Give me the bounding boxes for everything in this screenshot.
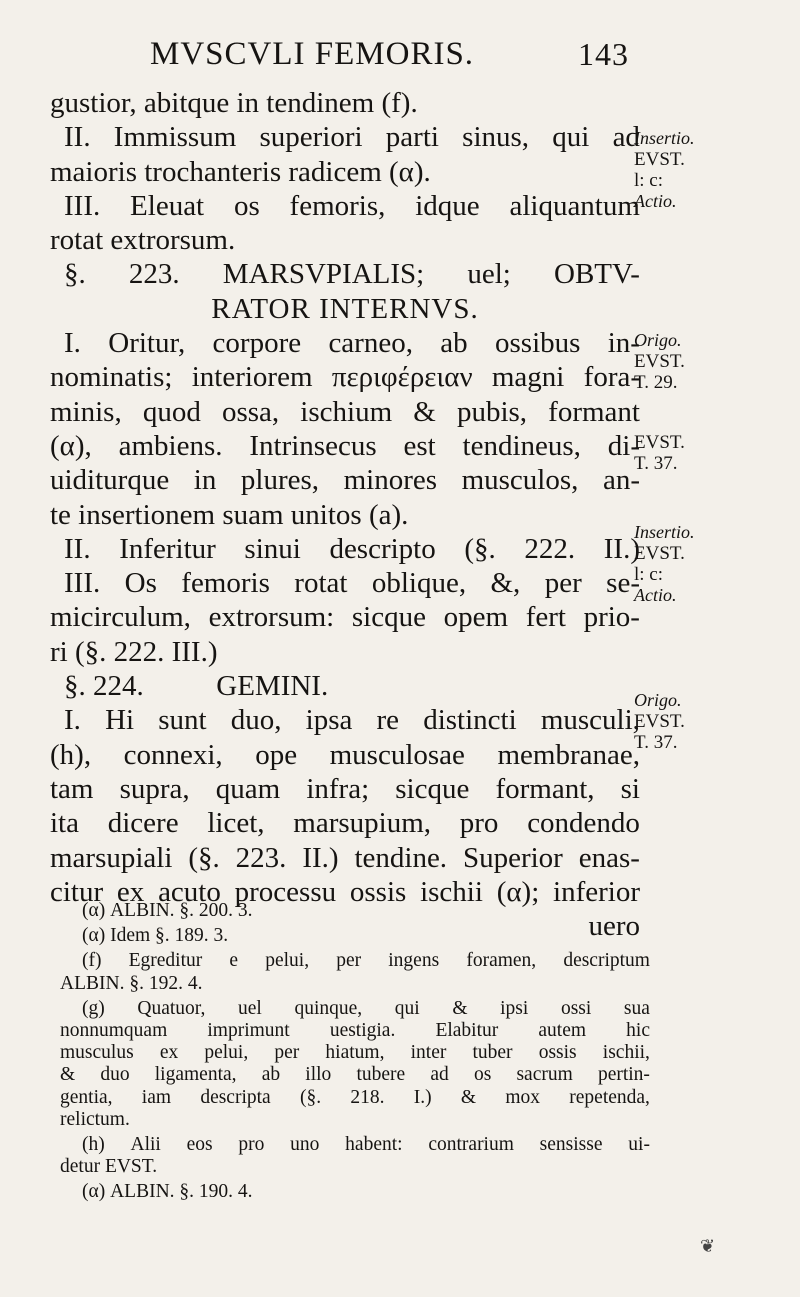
- line-text: (α) Idem §. 189. 3.: [82, 925, 229, 947]
- word: (h): [82, 1133, 105, 1155]
- word: tendineus,: [462, 429, 581, 462]
- word: Hi: [105, 704, 135, 737]
- word: (§.: [188, 841, 220, 874]
- word: Alii: [130, 1133, 161, 1155]
- word: musculos,: [461, 464, 579, 497]
- word: mox: [505, 1086, 540, 1108]
- main-text: [50, 86, 640, 943]
- word: inter: [410, 1042, 447, 1064]
- word: Os: [124, 567, 157, 600]
- word: II.: [64, 532, 91, 565]
- word: II.): [603, 532, 640, 565]
- word: citur: [50, 875, 104, 908]
- word: III.: [64, 189, 101, 222]
- word: (α),: [50, 429, 92, 462]
- word: ab: [261, 1064, 281, 1086]
- word: processu: [234, 875, 337, 908]
- word: (g): [82, 997, 105, 1019]
- line-text: (α) ALBIN. §. 190. 4.: [82, 1181, 253, 1203]
- word: &: [413, 395, 436, 428]
- word: MARSVPIALIS;: [222, 258, 425, 291]
- word: sinus,: [462, 121, 530, 154]
- text-line: [50, 463, 640, 497]
- word: Eleuat: [130, 189, 205, 222]
- word: oblique,: [371, 567, 467, 600]
- margin-note: [634, 128, 794, 212]
- word: ingens: [388, 950, 440, 972]
- word: uel;: [467, 258, 511, 291]
- word: I.: [64, 704, 81, 737]
- word: 222.: [524, 532, 576, 565]
- margin-note-line: Origo.: [634, 330, 682, 350]
- word: pro: [238, 1133, 265, 1155]
- word: §.: [64, 258, 86, 291]
- word: os: [233, 189, 260, 222]
- word: formant: [548, 395, 640, 428]
- line-text: te insertionem suam unitos (a).: [50, 498, 409, 531]
- word: connexi,: [123, 738, 223, 771]
- line-text: maioris trochanteris radicem (α).: [50, 155, 431, 188]
- word: imprimunt: [207, 1019, 290, 1041]
- word: sua: [623, 997, 650, 1019]
- text-line: [50, 600, 640, 634]
- word: OBTV-: [554, 258, 640, 291]
- text-line: [50, 189, 640, 223]
- word: ui-: [628, 1133, 650, 1155]
- word: est: [403, 429, 436, 462]
- word: Intrinsecus: [249, 429, 377, 462]
- text-line: [50, 532, 640, 566]
- word: tubere: [356, 1064, 406, 1086]
- margin-note-line: Actio.: [634, 585, 677, 605]
- footnote-line: [60, 1042, 650, 1064]
- word: eos: [186, 1133, 213, 1155]
- text-line: [50, 360, 640, 394]
- line-text: uero: [588, 910, 640, 943]
- word: Elabitur: [435, 1019, 499, 1041]
- word: formant,: [495, 772, 595, 805]
- word: repetenda,: [569, 1086, 650, 1108]
- word: (h),: [50, 738, 92, 771]
- word: sicque: [395, 772, 470, 805]
- word: uestigia.: [329, 1019, 396, 1041]
- word: ischium: [300, 395, 393, 428]
- word: membranae,: [497, 738, 640, 771]
- word: (f): [82, 950, 102, 972]
- word: minores: [343, 464, 438, 497]
- word: magni: [491, 361, 565, 394]
- margin-note-line: Origo.: [634, 690, 682, 710]
- word: e: [229, 950, 239, 972]
- word: os: [473, 1064, 492, 1086]
- text-line: [50, 395, 640, 429]
- word: ischii: [420, 875, 483, 908]
- footnote-line: [60, 998, 650, 1020]
- word: ossa,: [221, 395, 280, 428]
- text-line: [50, 703, 640, 737]
- word: ita: [50, 807, 79, 840]
- margin-note-line: EVST.: [634, 149, 685, 170]
- text-line: [50, 326, 640, 360]
- word: Immissum: [113, 121, 237, 154]
- header-title: MVSCVLI FEMORIS.: [150, 36, 475, 72]
- text-line: [50, 257, 640, 291]
- word: corpore: [212, 327, 302, 360]
- word: quinque,: [294, 997, 363, 1019]
- word: &,: [490, 567, 521, 600]
- word: per: [274, 1042, 300, 1064]
- word: distincti: [423, 704, 517, 737]
- word: foramen,: [466, 950, 537, 972]
- word: ad: [612, 121, 640, 154]
- word: (§.: [464, 532, 496, 565]
- line-text: relictum.: [60, 1108, 130, 1130]
- word: descriptum: [563, 950, 650, 972]
- word: musculosae: [329, 738, 465, 771]
- word: autem: [538, 1019, 587, 1041]
- margin-note-line: T. 29.: [634, 372, 678, 393]
- word: Egreditur: [128, 950, 203, 972]
- word: 218.: [350, 1086, 385, 1108]
- word: sinui: [244, 532, 301, 565]
- word: ad: [430, 1064, 449, 1086]
- footnote-line: [60, 1109, 650, 1131]
- word: extrorsum:: [208, 601, 335, 634]
- word: qui: [552, 121, 590, 154]
- word: femoris: [181, 567, 270, 600]
- word: duo,: [230, 704, 282, 737]
- word: ipsi: [500, 997, 529, 1019]
- margin-note-line: EVST.: [634, 543, 685, 564]
- footnote-line: [60, 925, 650, 947]
- word: ex: [116, 875, 145, 908]
- word: condendo: [527, 807, 640, 840]
- line-text: ALBIN. §. 192. 4.: [60, 972, 203, 994]
- word: &: [452, 997, 468, 1019]
- word: hiatum,: [325, 1042, 385, 1064]
- line-text: detur EVST.: [60, 1156, 158, 1178]
- word: dicere: [107, 807, 179, 840]
- word: descripta: [200, 1086, 271, 1108]
- word: nominatis;: [50, 361, 173, 394]
- word: gentia,: [60, 1086, 113, 1108]
- word: tendine.: [354, 841, 448, 874]
- line-text: (α) ALBIN. §. 200. 3.: [82, 900, 253, 921]
- page-number: 143: [578, 36, 629, 72]
- word: 223.: [128, 258, 180, 291]
- word: per: [336, 950, 362, 972]
- word: contrarium: [428, 1133, 514, 1155]
- margin-note-line: Actio.: [634, 191, 677, 211]
- margin-note-line: EVST.: [634, 432, 685, 453]
- text-line: [50, 292, 640, 326]
- margin-note-line: l: c:: [634, 564, 664, 585]
- word: περιφέρειαν: [331, 361, 473, 394]
- word: I.: [64, 327, 81, 360]
- text-line: [50, 772, 640, 806]
- word: I.): [413, 1086, 432, 1108]
- margin-note-line: Insertio.: [634, 128, 695, 148]
- word: in: [193, 464, 217, 497]
- word: qui: [394, 997, 420, 1019]
- word: enas-: [578, 841, 640, 874]
- margin-note-line: EVST.: [634, 711, 685, 732]
- margin-note-line: l: c:: [634, 170, 664, 191]
- word: Oritur,: [108, 327, 186, 360]
- word: ambiens.: [118, 429, 223, 462]
- word: sunt: [158, 704, 207, 737]
- margin-note: [634, 432, 794, 474]
- word: Inferitur: [119, 532, 216, 565]
- word: illo: [305, 1064, 332, 1086]
- footnote-line: [60, 1134, 650, 1156]
- word: II.: [64, 121, 91, 154]
- text-line: [50, 86, 640, 120]
- text-line: [50, 120, 640, 154]
- text-line: [50, 841, 640, 875]
- word: hic: [626, 1019, 650, 1041]
- word: tam: [50, 772, 94, 805]
- word: si: [620, 772, 640, 805]
- text-line: [50, 566, 640, 600]
- footnote-line: [60, 950, 650, 972]
- word: descripto: [329, 532, 436, 565]
- word: uno: [290, 1133, 320, 1155]
- word: uiditurque: [50, 464, 170, 497]
- footnotes: [60, 900, 650, 1203]
- word: (§.: [299, 1086, 322, 1108]
- word: ex: [159, 1042, 179, 1064]
- margin-note: [634, 690, 794, 753]
- word: marsupiali: [50, 841, 173, 874]
- word: ossi: [560, 997, 592, 1019]
- word: fora-: [583, 361, 640, 394]
- word: duo: [100, 1064, 130, 1086]
- word: plures,: [240, 464, 320, 497]
- margin-note: [634, 330, 794, 393]
- footnote-line: [60, 900, 650, 922]
- word: pro: [459, 807, 499, 840]
- word: interiorem: [191, 361, 313, 394]
- word: superiori: [259, 121, 363, 154]
- word: 223.: [235, 841, 287, 874]
- word: pelui,: [265, 950, 310, 972]
- word: an-: [602, 464, 640, 497]
- word: pubis,: [456, 395, 528, 428]
- word: marsupium,: [293, 807, 432, 840]
- line-text: RATOR INTERNVS.: [211, 292, 479, 325]
- margin-note-line: Insertio.: [634, 522, 695, 542]
- word: ipsa: [305, 704, 353, 737]
- word: quod: [142, 395, 201, 428]
- footnote-line: [60, 1156, 650, 1178]
- word: in-: [607, 327, 640, 360]
- word: ischii,: [602, 1042, 650, 1064]
- text-line: [50, 498, 640, 532]
- margin-note: [634, 522, 794, 606]
- word: carneo,: [328, 327, 413, 360]
- word: musculus: [60, 1042, 134, 1064]
- footnote-line: [60, 1181, 650, 1203]
- word: ope: [255, 738, 298, 771]
- word: ossis: [349, 875, 407, 908]
- word: idque: [415, 189, 480, 222]
- word: &: [460, 1086, 477, 1108]
- word: habent:: [345, 1133, 403, 1155]
- word: minis,: [50, 395, 122, 428]
- footnote-line: [60, 1087, 650, 1109]
- text-line: [50, 223, 640, 257]
- word: II.): [302, 841, 339, 874]
- word: III.: [64, 567, 101, 600]
- margin-note-line: T. 37.: [634, 453, 678, 474]
- word: sicque: [351, 601, 426, 634]
- word: pelui,: [204, 1042, 249, 1064]
- word: infra;: [306, 772, 370, 805]
- margin-note-line: T. 37.: [634, 732, 678, 753]
- word: parti: [385, 121, 439, 154]
- word: fert: [525, 601, 566, 634]
- word: musculi,: [540, 704, 640, 737]
- text-line: [50, 429, 640, 463]
- word: supra,: [119, 772, 190, 805]
- line-text: §. 224. GEMINI.: [64, 670, 329, 703]
- word: Quatuor,: [137, 997, 206, 1019]
- word: di-: [607, 429, 640, 462]
- word: sensisse: [539, 1133, 603, 1155]
- text-line: [50, 669, 640, 703]
- word: pertin-: [597, 1064, 650, 1086]
- word: per: [544, 567, 582, 600]
- line-text: gustior, abitque in tendinem (f).: [50, 87, 418, 119]
- word: ossis: [538, 1042, 577, 1064]
- text-line: [50, 806, 640, 840]
- word: iam: [141, 1086, 172, 1108]
- word: inferior: [553, 875, 640, 908]
- margin-note-line: EVST.: [634, 351, 685, 372]
- word: aliquantum: [509, 189, 640, 222]
- word: sacrum: [516, 1064, 573, 1086]
- text-line: [50, 155, 640, 189]
- word: acuto: [158, 875, 221, 908]
- word: (α);: [496, 875, 540, 908]
- word: se-: [606, 567, 640, 600]
- word: tuber: [472, 1042, 513, 1064]
- line-text: rotat extrorsum.: [50, 224, 236, 257]
- running-header: [150, 36, 650, 73]
- footnote-line: [60, 1064, 650, 1086]
- word: uel: [238, 997, 262, 1019]
- word: femoris,: [289, 189, 386, 222]
- text-line: [50, 635, 640, 669]
- word: ossibus: [495, 327, 581, 360]
- word: Superior: [462, 841, 563, 874]
- word: micirculum,: [50, 601, 191, 634]
- word: opem: [443, 601, 509, 634]
- word: ligamenta,: [154, 1064, 237, 1086]
- text-line: [50, 738, 640, 772]
- word: licet,: [207, 807, 265, 840]
- word: re: [376, 704, 400, 737]
- word: nonnumquam: [60, 1019, 168, 1041]
- ornament-icon: ❦: [700, 1236, 716, 1256]
- word: quam: [215, 772, 281, 805]
- word: ab: [440, 327, 468, 360]
- line-text: ri (§. 222. III.): [50, 635, 218, 668]
- word: prio-: [583, 601, 640, 634]
- footnote-line: [60, 973, 650, 995]
- footnote-line: [60, 1020, 650, 1042]
- word: rotat: [294, 567, 348, 600]
- word: &: [60, 1064, 76, 1086]
